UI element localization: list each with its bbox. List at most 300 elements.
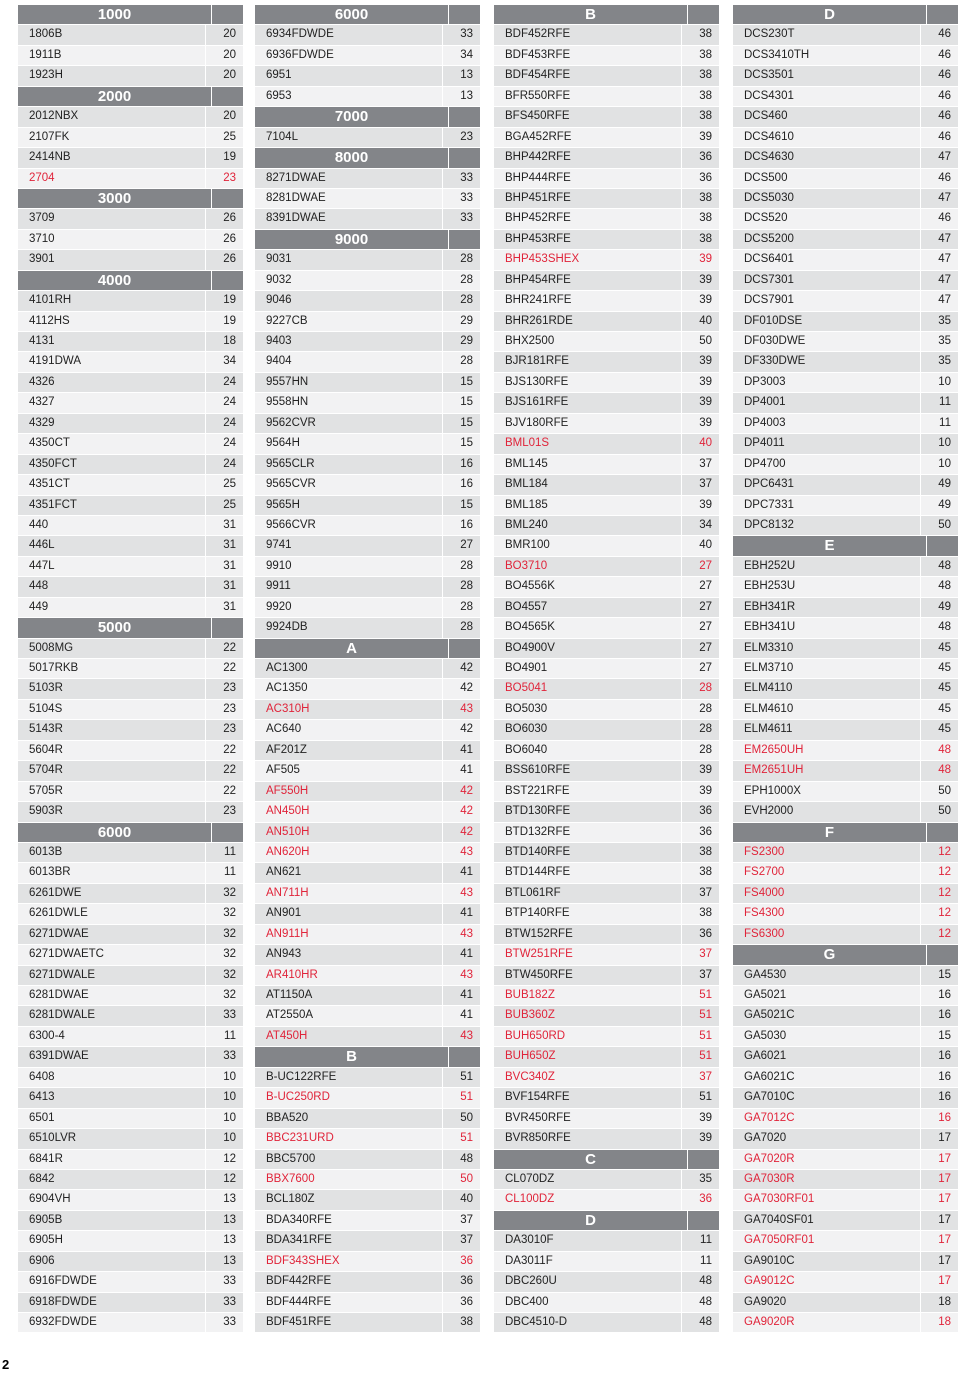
product-code: EPH1000X <box>744 784 801 797</box>
page-reference: 20 <box>205 107 243 126</box>
product-code: AN510H <box>266 825 310 838</box>
index-row <box>255 393 480 413</box>
section-header-label: B <box>585 6 596 23</box>
page-reference: 33 <box>205 1006 243 1025</box>
index-row <box>18 1272 243 1292</box>
section-header-label: 5000 <box>97 619 132 637</box>
product-code: 6013BR <box>29 866 71 879</box>
index-row <box>18 1211 243 1231</box>
index-row <box>733 557 958 577</box>
product-code: GA5030 <box>744 1029 787 1042</box>
section-header-label: 7000 <box>334 108 369 126</box>
page-reference: 47 <box>920 230 958 249</box>
page-reference: 17 <box>920 1190 958 1209</box>
page-reference: 15 <box>442 393 480 412</box>
index-row <box>255 700 480 720</box>
index-row <box>494 618 719 638</box>
index-row <box>494 761 719 781</box>
product-code: BHP453SHEX <box>505 253 580 266</box>
index-row <box>733 884 958 904</box>
product-code: CL070DZ <box>505 1172 555 1185</box>
product-code: BFS450RFE <box>505 110 570 123</box>
section-header-spacer <box>211 618 243 637</box>
index-row <box>494 332 719 352</box>
index-row <box>255 1170 480 1190</box>
page-reference: 50 <box>681 332 719 351</box>
index-row <box>733 393 958 413</box>
index-row <box>733 1109 958 1129</box>
product-code: 4351CT <box>29 478 70 491</box>
index-row <box>18 639 243 659</box>
index-row <box>494 87 719 107</box>
index-row <box>18 966 243 986</box>
index-row <box>733 46 958 66</box>
product-code: ELM4110 <box>744 682 793 695</box>
page-reference: 16 <box>920 1047 958 1066</box>
product-code: 4351FCT <box>29 498 77 511</box>
page-reference: 37 <box>681 1068 719 1087</box>
index-row <box>733 1293 958 1313</box>
page-reference: 41 <box>442 986 480 1005</box>
product-code: 2704 <box>29 171 55 184</box>
product-code: 6904VH <box>29 1193 71 1206</box>
product-code: ELM3310 <box>744 641 794 654</box>
index-row <box>255 986 480 1006</box>
product-code: AN450H <box>266 805 310 818</box>
page-reference: 46 <box>920 87 958 106</box>
product-code: GA7020R <box>744 1152 795 1165</box>
page-reference: 36 <box>681 925 719 944</box>
page-reference: 38 <box>681 230 719 249</box>
product-code: DPC7331 <box>744 498 794 511</box>
page-reference: 45 <box>920 679 958 698</box>
page-reference: 45 <box>920 659 958 678</box>
product-code: AN911H <box>266 927 309 940</box>
index-row <box>18 1170 243 1190</box>
product-code: BTP140RFE <box>505 907 570 920</box>
page-reference: 39 <box>681 271 719 290</box>
section-header-spacer <box>448 230 480 249</box>
index-row <box>255 87 480 107</box>
page-reference: 10 <box>205 1068 243 1087</box>
product-code: AF505 <box>266 764 300 777</box>
index-row <box>18 1293 243 1313</box>
page-reference: 39 <box>681 496 719 515</box>
page-reference: 41 <box>442 945 480 964</box>
product-code: GA9012C <box>744 1275 795 1288</box>
page-reference: 17 <box>920 1252 958 1271</box>
page-reference: 13 <box>205 1190 243 1209</box>
product-code: BTW152RFE <box>505 927 573 940</box>
product-code: DCS7901 <box>744 294 794 307</box>
product-code: 9031 <box>266 253 292 266</box>
product-code: 448 <box>29 580 49 593</box>
index-row <box>18 475 243 495</box>
product-code: GA7050RF01 <box>744 1234 815 1247</box>
product-code: 1911B <box>29 48 62 61</box>
product-code: 5104S <box>29 702 63 715</box>
product-code: GA7012C <box>744 1111 795 1124</box>
product-code: 6841R <box>29 1152 63 1165</box>
product-code: DCS4301 <box>744 89 794 102</box>
product-code: BO6040 <box>505 743 548 756</box>
product-code: GA7040SF01 <box>744 1213 814 1226</box>
product-code: DPC8132 <box>744 518 794 531</box>
product-code: 6905H <box>29 1234 63 1247</box>
product-code: 5103R <box>29 682 63 695</box>
product-code: BO3710 <box>505 559 548 572</box>
product-code: B-UC122RFE <box>266 1070 337 1083</box>
product-code: 6906 <box>29 1254 55 1267</box>
product-code: B-UC250RD <box>266 1091 330 1104</box>
index-row <box>255 209 480 229</box>
page-reference: 27 <box>442 536 480 555</box>
page-reference: 12 <box>205 1150 243 1169</box>
index-row <box>255 782 480 802</box>
page-reference: 42 <box>442 659 480 678</box>
product-code: 2414NB <box>29 151 71 164</box>
page-reference: 12 <box>920 925 958 944</box>
section-header-label: 4000 <box>97 271 132 289</box>
index-row <box>18 1088 243 1108</box>
index-row <box>18 802 243 822</box>
index-row <box>255 1252 480 1272</box>
product-code: 6300-4 <box>29 1029 65 1042</box>
index-row <box>494 250 719 270</box>
page-reference: 39 <box>681 373 719 392</box>
page-reference: 45 <box>920 639 958 658</box>
page-reference: 36 <box>681 148 719 167</box>
page-reference: 36 <box>681 169 719 188</box>
page-reference: 43 <box>442 884 480 903</box>
product-code: 5704R <box>29 764 63 777</box>
section-header-spacer <box>448 639 480 658</box>
page-reference: 38 <box>681 46 719 65</box>
index-row <box>18 843 243 863</box>
index-row <box>255 720 480 740</box>
page-reference: 51 <box>442 1068 480 1087</box>
page-reference: 15 <box>442 414 480 433</box>
product-code: 6281DWALE <box>29 1009 96 1022</box>
page-reference: 10 <box>920 434 958 453</box>
page-reference: 36 <box>442 1252 480 1271</box>
index-row <box>255 1313 480 1333</box>
index-row <box>494 1027 719 1047</box>
product-code: 9403 <box>266 335 292 347</box>
product-code: DBC260U <box>505 1275 557 1288</box>
product-code: BDF453RFE <box>505 48 571 61</box>
index-row <box>494 25 719 45</box>
page-reference: 38 <box>681 87 719 106</box>
page-reference: 24 <box>205 434 243 453</box>
index-row <box>255 1272 480 1292</box>
page-reference: 12 <box>920 843 958 862</box>
index-row <box>494 925 719 945</box>
index-row <box>255 598 480 618</box>
index-row <box>18 128 243 148</box>
index-row <box>494 741 719 761</box>
product-code: AC1300 <box>266 662 308 674</box>
index-row <box>733 843 958 863</box>
page-reference: 51 <box>681 986 719 1005</box>
product-code: 9566CVR <box>266 518 316 531</box>
section-header <box>255 107 480 127</box>
page-reference: 43 <box>442 843 480 862</box>
page-reference: 37 <box>442 1231 480 1250</box>
product-code: BTD140RFE <box>505 845 571 858</box>
page-reference: 39 <box>681 1129 719 1148</box>
product-code: BML184 <box>505 478 548 491</box>
index-row <box>255 516 480 536</box>
page-reference: 49 <box>920 496 958 515</box>
section-header-label: A <box>346 639 357 657</box>
index-row <box>733 312 958 332</box>
index-row <box>494 823 719 843</box>
page-reference: 17 <box>920 1150 958 1169</box>
page-reference: 40 <box>442 1190 480 1209</box>
product-code: 440 <box>29 518 49 531</box>
index-row <box>494 782 719 802</box>
page-reference: 33 <box>442 25 480 44</box>
index-row <box>255 1190 480 1210</box>
section-header-spacer <box>448 148 480 167</box>
product-code: GA7020 <box>744 1132 787 1145</box>
page-reference: 38 <box>681 25 719 44</box>
page-reference: 48 <box>681 1272 719 1291</box>
page-reference: 49 <box>920 475 958 494</box>
page-reference: 36 <box>681 802 719 821</box>
page-reference: 47 <box>920 250 958 269</box>
page-reference: 38 <box>681 863 719 882</box>
section-header-label: 6000 <box>97 823 132 841</box>
page-reference: 13 <box>442 87 480 106</box>
product-code: AT450H <box>266 1029 308 1042</box>
page-reference: 27 <box>681 598 719 617</box>
page-reference: 28 <box>681 720 719 739</box>
product-code: GA7010C <box>744 1091 795 1104</box>
page-reference: 48 <box>920 557 958 576</box>
index-row <box>255 761 480 781</box>
page-reference: 46 <box>920 46 958 65</box>
page-reference: 17 <box>920 1170 958 1189</box>
product-code: GA6021 <box>744 1050 787 1063</box>
page-reference: 48 <box>920 741 958 760</box>
index-row <box>494 536 719 556</box>
index-row <box>255 884 480 904</box>
index-row <box>18 1129 243 1149</box>
index-row <box>18 863 243 883</box>
index-row <box>494 557 719 577</box>
index-row <box>18 169 243 189</box>
index-row <box>18 720 243 740</box>
index-row <box>255 271 480 291</box>
index-row <box>733 352 958 372</box>
product-code: 6936FDWDE <box>266 48 334 61</box>
page-reference: 25 <box>205 496 243 515</box>
index-row <box>494 1129 719 1149</box>
index-row <box>18 516 243 536</box>
page-reference: 11 <box>681 1231 719 1250</box>
product-code: DBC4510-D <box>505 1316 567 1328</box>
index-row <box>255 679 480 699</box>
product-code: 6951 <box>266 69 292 82</box>
page-reference: 18 <box>920 1313 958 1332</box>
page-reference: 38 <box>442 1313 480 1332</box>
section-header-label: B <box>346 1048 357 1066</box>
index-row <box>18 496 243 516</box>
page-reference: 43 <box>442 925 480 944</box>
section-header-spacer <box>687 1211 719 1230</box>
index-row <box>255 863 480 883</box>
index-row <box>494 639 719 659</box>
product-code: BVR850RFE <box>505 1132 571 1145</box>
index-row <box>494 1170 719 1190</box>
page-reference: 37 <box>681 884 719 903</box>
product-code: BJS161RFE <box>505 396 569 409</box>
product-code: BTL061RF <box>505 886 561 899</box>
page-reference: 41 <box>442 1006 480 1025</box>
page-reference: 25 <box>205 475 243 494</box>
page-reference: 51 <box>442 1088 480 1107</box>
page-reference: 28 <box>442 250 480 269</box>
page-reference: 26 <box>205 230 243 249</box>
index-row <box>733 966 958 986</box>
page-reference: 12 <box>920 904 958 923</box>
product-code: 6905B <box>29 1213 63 1226</box>
page-reference: 23 <box>205 679 243 698</box>
index-row <box>255 312 480 332</box>
index-row <box>494 1068 719 1088</box>
product-code: DCS4610 <box>744 130 794 143</box>
page-reference: 11 <box>205 863 243 882</box>
index-row <box>18 1109 243 1129</box>
page-reference: 36 <box>681 823 719 842</box>
page-reference: 24 <box>205 393 243 412</box>
section-header <box>494 5 719 25</box>
index-row <box>733 1068 958 1088</box>
page-reference: 41 <box>442 904 480 923</box>
index-row <box>18 925 243 945</box>
index-row <box>255 1150 480 1170</box>
product-code: 4191DWA <box>29 355 81 368</box>
index-row <box>494 966 719 986</box>
product-code: 4350FCT <box>29 457 77 470</box>
product-code: DF330DWE <box>744 355 806 368</box>
index-row <box>494 209 719 229</box>
product-code: AR410HR <box>266 968 318 981</box>
page-reference: 27 <box>681 618 719 637</box>
section-header <box>255 1047 480 1067</box>
section-header-spacer <box>211 87 243 106</box>
page-reference: 19 <box>205 291 243 310</box>
index-row <box>18 884 243 904</box>
page-reference: 26 <box>205 209 243 228</box>
index-row <box>255 823 480 843</box>
page-reference: 20 <box>205 66 243 85</box>
product-code: 449 <box>29 600 49 613</box>
product-code: BDF444RFE <box>266 1295 332 1308</box>
page-reference: 35 <box>681 1170 719 1189</box>
page-reference: 39 <box>681 414 719 433</box>
page-reference: 31 <box>205 577 243 596</box>
product-code: BML01S <box>505 437 550 450</box>
index-row <box>733 1170 958 1190</box>
index-row <box>494 1293 719 1313</box>
page-reference: 39 <box>681 1109 719 1128</box>
index-row <box>733 1129 958 1149</box>
index-row <box>255 1088 480 1108</box>
product-code: GA7030R <box>744 1172 795 1185</box>
index-row <box>255 128 480 148</box>
index-row <box>18 107 243 127</box>
index-row <box>255 373 480 393</box>
product-code: DA3010F <box>505 1234 554 1247</box>
page-reference: 38 <box>681 66 719 85</box>
page-reference: 50 <box>442 1170 480 1189</box>
index-row <box>494 577 719 597</box>
product-code: BFR550RFE <box>505 89 571 102</box>
page-reference: 11 <box>205 1027 243 1046</box>
page-reference: 39 <box>681 761 719 780</box>
product-code: BML185 <box>505 498 548 511</box>
page-reference: 31 <box>205 516 243 535</box>
page-reference: 27 <box>681 557 719 576</box>
index-row <box>18 332 243 352</box>
page-reference: 11 <box>205 843 243 862</box>
page-reference: 47 <box>920 189 958 208</box>
index-row <box>255 1231 480 1251</box>
index-row <box>18 148 243 168</box>
product-code: BBA520 <box>266 1111 309 1124</box>
product-code: AF550H <box>266 784 309 797</box>
index-row <box>494 271 719 291</box>
product-code: BO6030 <box>505 723 548 736</box>
page-reference: 10 <box>205 1129 243 1148</box>
product-code: BO4900V <box>505 641 555 654</box>
product-code: DP4001 <box>744 396 786 409</box>
product-code: GA4530 <box>744 968 787 981</box>
index-row <box>733 87 958 107</box>
product-code: 6261DWLE <box>29 907 88 920</box>
product-code: BHX2500 <box>505 335 555 347</box>
index-row <box>733 782 958 802</box>
index-row <box>733 434 958 454</box>
index-row <box>494 169 719 189</box>
section-header <box>255 639 480 659</box>
product-code: 8281DWAE <box>266 191 326 204</box>
page-reference: 42 <box>442 720 480 739</box>
index-row <box>494 189 719 209</box>
page-reference: 37 <box>442 1211 480 1230</box>
index-row <box>494 312 719 332</box>
product-code: DP4003 <box>744 416 786 429</box>
product-code: DCS4630 <box>744 151 794 164</box>
page-reference: 25 <box>205 128 243 147</box>
product-code: AC310H <box>266 702 310 715</box>
section-header-label: 6000 <box>334 6 369 23</box>
index-row <box>255 1006 480 1026</box>
product-code: AN620H <box>266 845 310 858</box>
page-reference: 32 <box>205 986 243 1005</box>
index-row <box>255 1129 480 1149</box>
page-reference: 38 <box>681 107 719 126</box>
index-row <box>255 169 480 189</box>
section-header-spacer <box>211 5 243 24</box>
page-reference: 12 <box>920 884 958 903</box>
page-reference: 32 <box>205 966 243 985</box>
page-reference: 20 <box>205 25 243 44</box>
page-reference: 28 <box>681 741 719 760</box>
